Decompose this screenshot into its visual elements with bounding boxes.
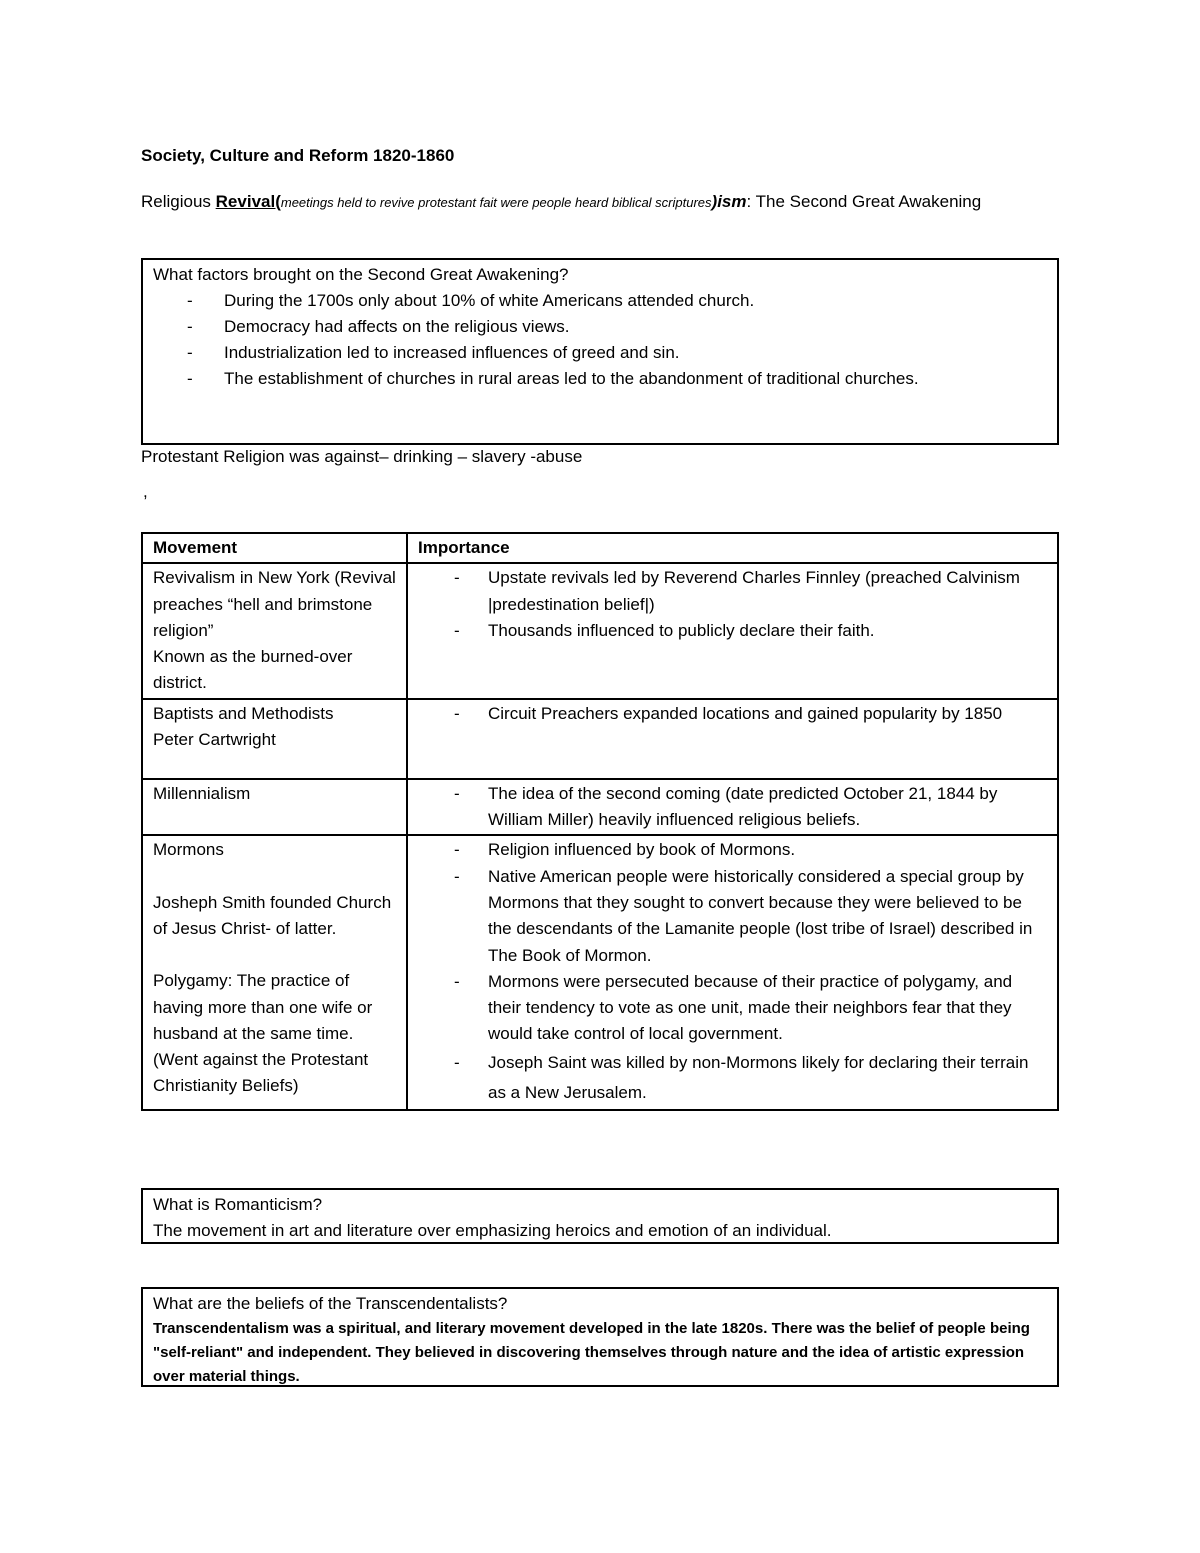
stray-mark: , <box>143 482 148 501</box>
factors-question: What factors brought on the Second Great Awakening? <box>153 265 569 284</box>
movement-text: Known as the burned-over district. <box>153 647 353 693</box>
factor-item: - The establishment of churches in rural areas led to the abandonment of traditional churches. <box>153 366 1047 392</box>
movement-cell <box>142 699 407 779</box>
movement-text: Millennialism <box>153 783 251 803</box>
factors-list <box>153 288 1047 392</box>
factors-box <box>141 258 1059 445</box>
header-importance: Importance <box>407 533 1058 563</box>
document-title: Society, Culture and Reform 1820-1860 <box>141 146 455 165</box>
list-item: - Religion influenced by book of Mormons. <box>418 837 1047 863</box>
table-row <box>142 699 1058 779</box>
table-row <box>142 835 1058 1109</box>
movement-text: Josheph Smith founded Church of Jesus Christ- of latter. <box>153 892 392 938</box>
factor-item: - Democracy had affects on the religious views. <box>153 314 1047 340</box>
transcendentalism-box <box>141 1287 1059 1387</box>
romanticism-answer: The movement in art and literature over emphasizing heroics and emotion of an individual. <box>153 1221 832 1240</box>
importance-list <box>418 781 1047 834</box>
factor-item: - During the 1700s only about 10% of white Americans attended church. <box>153 288 1047 314</box>
transcendentalism-answer: Transcendentalism was a spiritual, and literary movement developed in the late 1820s. There was the belief of people being "self-reliant" and independent. They believed in discovering themselves through nature and the idea of artistic expression over material things. <box>153 1320 1030 1385</box>
movement-cell <box>142 563 407 698</box>
movement-text: Mormons <box>153 840 224 860</box>
intro-ism: )ism <box>711 192 747 211</box>
list-item: - Upstate revivals led by Reverend Charles Finnley (preached Calvinism |predestination belief|) <box>418 565 1047 618</box>
table-header-row <box>142 533 1058 563</box>
movement-text: Peter Cartwright <box>153 730 276 750</box>
importance-cell <box>407 563 1058 698</box>
movement-text: Baptists and Methodists <box>153 703 334 723</box>
movement-text: Polygamy: The practice of having more than one wife or husband at the same time. (Went against the Protestant Christianity Beliefs) <box>153 971 373 1096</box>
factor-item: - Industrialization led to increased influences of greed and sin. <box>153 340 1047 366</box>
table-row <box>142 563 1058 698</box>
list-item: - Circuit Preachers expanded locations and gained popularity by 1850 <box>418 701 1047 727</box>
importance-cell <box>407 779 1058 836</box>
intro-prefix: Religious <box>141 192 216 211</box>
list-item: - The idea of the second coming (date predicted October 21, 1844 by William Miller) heavily influenced religious beliefs. <box>418 781 1047 834</box>
table-row <box>142 779 1058 836</box>
importance-cell <box>407 699 1058 779</box>
intro-suffix: : The Second Great Awakening <box>746 192 982 211</box>
romanticism-box <box>141 1188 1059 1244</box>
intro-revival: Revival( <box>215 192 281 211</box>
list-item: - Joseph Saint was killed by non-Mormons likely for declaring their terrain as a New Jerusalem. <box>418 1048 1047 1108</box>
list-item: - Thousands influenced to publicly declare their faith. <box>418 618 1047 644</box>
list-item: - Native American people were historically considered a special group by Mormons that they sought to convert because they were believed to be the descendants of the Lamanite people (lost tribe of Israel) described in The Book of Mormon. <box>418 864 1047 969</box>
romanticism-question: What is Romanticism? <box>153 1195 323 1214</box>
movement-text: Revivalism in New York (Revival preaches “hell and brimstone religion” <box>153 568 396 640</box>
movement-cell <box>142 779 407 836</box>
importance-list <box>418 701 1047 727</box>
importance-list <box>418 837 1047 1107</box>
header-movement: Movement <box>142 533 407 563</box>
intro-heading <box>141 188 1059 216</box>
transcendentalism-question: What are the beliefs of the Transcendentalists? <box>153 1294 508 1313</box>
importance-cell <box>407 835 1058 1109</box>
movements-table <box>141 532 1059 1111</box>
intro-note: meetings held to revive protestant fait were people heard biblical scriptures <box>280 195 712 210</box>
protestant-line: Protestant Religion was against– drinking – slavery -abuse <box>141 447 583 466</box>
list-item: - Mormons were persecuted because of their practice of polygamy, and their tendency to vote as one unit, made their neighbors fear that they would take control of local government. <box>418 969 1047 1048</box>
importance-list <box>418 565 1047 644</box>
movement-cell <box>142 835 407 1109</box>
